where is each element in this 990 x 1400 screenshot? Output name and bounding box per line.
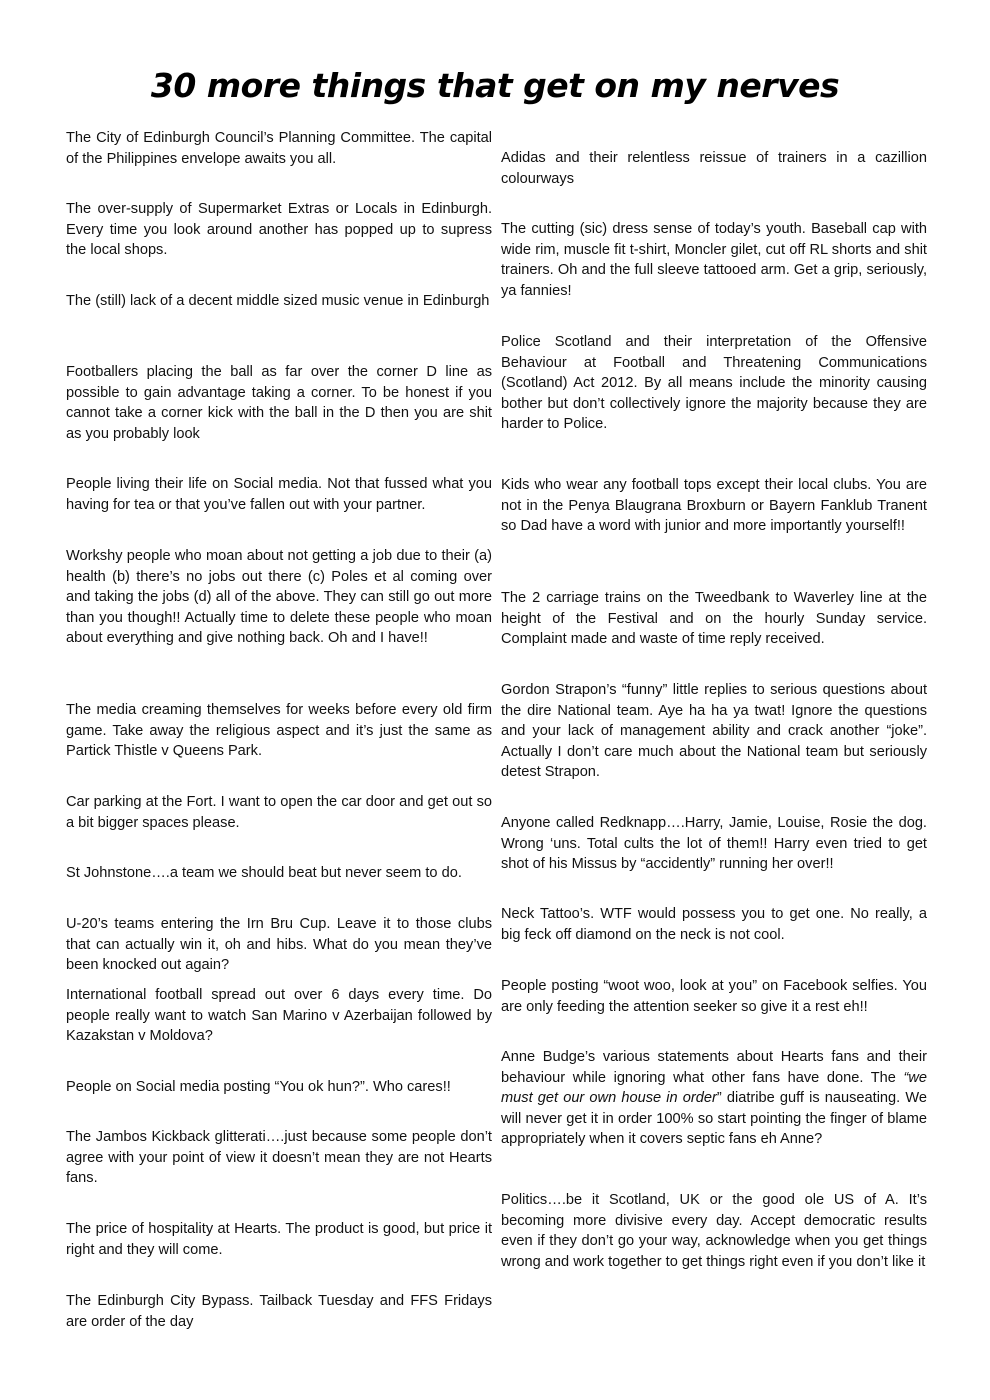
left-item-13: The Jambos Kickback glitterati….just because some people don’t agree with your point of view it doesn’t mean they are not Hearts fans. (66, 1129, 492, 1186)
left-item-7: The media creaming themselves for weeks before every old firm game. Take away the religious aspect and it’s just the same as Partick Thistle v Queens Park. (66, 702, 492, 759)
left-item-6: Workshy people who moan about not getting a job due to their (a) health (b) there’s no jobs out there (c) Poles et al coming over and taking the jobs (d) all of the above. They can still go out more than you though!! Actually time to delete these people who moan about everything and give nothing back. Oh and I have!! (66, 548, 492, 646)
page-title: 30 more things that get on my nerves (150, 66, 840, 105)
left-item-14: The price of hospitality at Hearts. The product is good, but price it right and they will come. (66, 1221, 492, 1258)
right-item-9: People posting “woot woo, look at you” on Facebook selfies. You are only feeding the attention seeker so give it a rest eh!! (501, 978, 927, 1015)
right-item-11: Politics….be it Scotland, UK or the good ole US of A. It’s becoming more divisive every day. Accept democratic results even if they don’t go your way, acknowledge when you get things wrong and work together to get things right even if you don’t like it (501, 1192, 927, 1270)
right-item-6: Gordon Strapon’s “funny” little replies to serious questions about the dire National team. Aye ha ha ya twat! Ignore the questions and your lack of management ability and crack another “joke”. Actually I don’t care much about the National team but seriously detest Strapon. (501, 682, 927, 780)
right-item-7: Anyone called Redknapp….Harry, Jamie, Louise, Rosie the dog. Wrong ‘uns. Total cults the lot of them!! Harry even tried to get shot of his Missus by “accidently” running her over!! (501, 815, 927, 872)
right-item-4: Kids who wear any football tops except their local clubs. You are not in the Penya Blaugrana Broxburn or Bayern Fanklub Tranent so Dad have a word with junior and more importantly yourself!! (501, 477, 927, 534)
left-item-9: St Johnstone….a team we should beat but never seem to do. (66, 865, 462, 881)
right-item-10 (501, 1047, 927, 1150)
right-item-1: Adidas and their relentless reissue of trainers in a cazillion colourways (501, 150, 927, 187)
right-item-8: Neck Tattoo’s. WTF would possess you to get one. No really, a big feck off diamond on the neck is not cool. (501, 906, 927, 943)
right-item-3: Police Scotland and their interpretation of the Offensive Behaviour at Football and Threatening Communications (Scotland) Act 2012. By all means include the minority causing bother but don’t collectively ignore the majority because they are harder to Police. (501, 334, 927, 432)
left-item-2: The over-supply of Supermarket Extras or Locals in Edinburgh. Every time you look around another has popped up to supress the local shops. (66, 201, 492, 258)
left-item-3: The (still) lack of a decent middle sized music venue in Edinburgh (66, 293, 490, 309)
right-item-10-quote: “we must get our own house in order (501, 1069, 927, 1106)
right-item-10-text-b: ” diatribe guff is nauseating. We will never get it in order 100% so start pointing the finger of blame appropriately when it covers septic fans eh Anne? (501, 1090, 927, 1147)
left-item-1: The City of Edinburgh Council’s Planning Committee. The capital of the Philippines envelope awaits you all. (66, 130, 492, 167)
left-item-10: U-20’s teams entering the Irn Bru Cup. Leave it to those clubs that can actually win it, oh and hibs. What do you mean they’ve been knocked out again? (66, 916, 492, 973)
left-item-12: People on Social media posting “You ok hun?”. Who cares!! (66, 1079, 451, 1095)
left-item-15: The Edinburgh City Bypass. Tailback Tuesday and FFS Fridays are order of the day (66, 1293, 492, 1330)
right-item-2: The cutting (sic) dress sense of today’s youth. Baseball cap with wide rim, muscle fit t-shirt, Moncler gilet, cut off RL shorts and shit trainers. Oh and the full sleeve tattooed arm. Get a grip, seriously, ya fannies! (501, 221, 927, 299)
left-item-11: International football spread out over 6 days every time. Do people really want to watch San Marino v Azerbaijan followed by Kazakstan v Moldova? (66, 987, 492, 1044)
right-item-10-text-a: Anne Budge’s various statements about Hearts fans and their behaviour while ignoring what other fans have done. The (501, 1049, 927, 1086)
left-item-4: Footballers placing the ball as far over the corner D line as possible to gain advantage taking a corner. To be honest if you cannot take a corner kick with the ball in the D then you are shit as you probably look (66, 364, 492, 442)
left-item-5: People living their life on Social media. Not that fussed what you having for tea or that you’ve fallen out with your partner. (66, 476, 492, 513)
left-item-8: Car parking at the Fort. I want to open the car door and get out so a bit bigger spaces please. (66, 794, 492, 831)
right-item-5: The 2 carriage trains on the Tweedbank to Waverley line at the height of the Festival and on the hourly Sunday service. Complaint made and waste of time reply received. (501, 590, 927, 647)
